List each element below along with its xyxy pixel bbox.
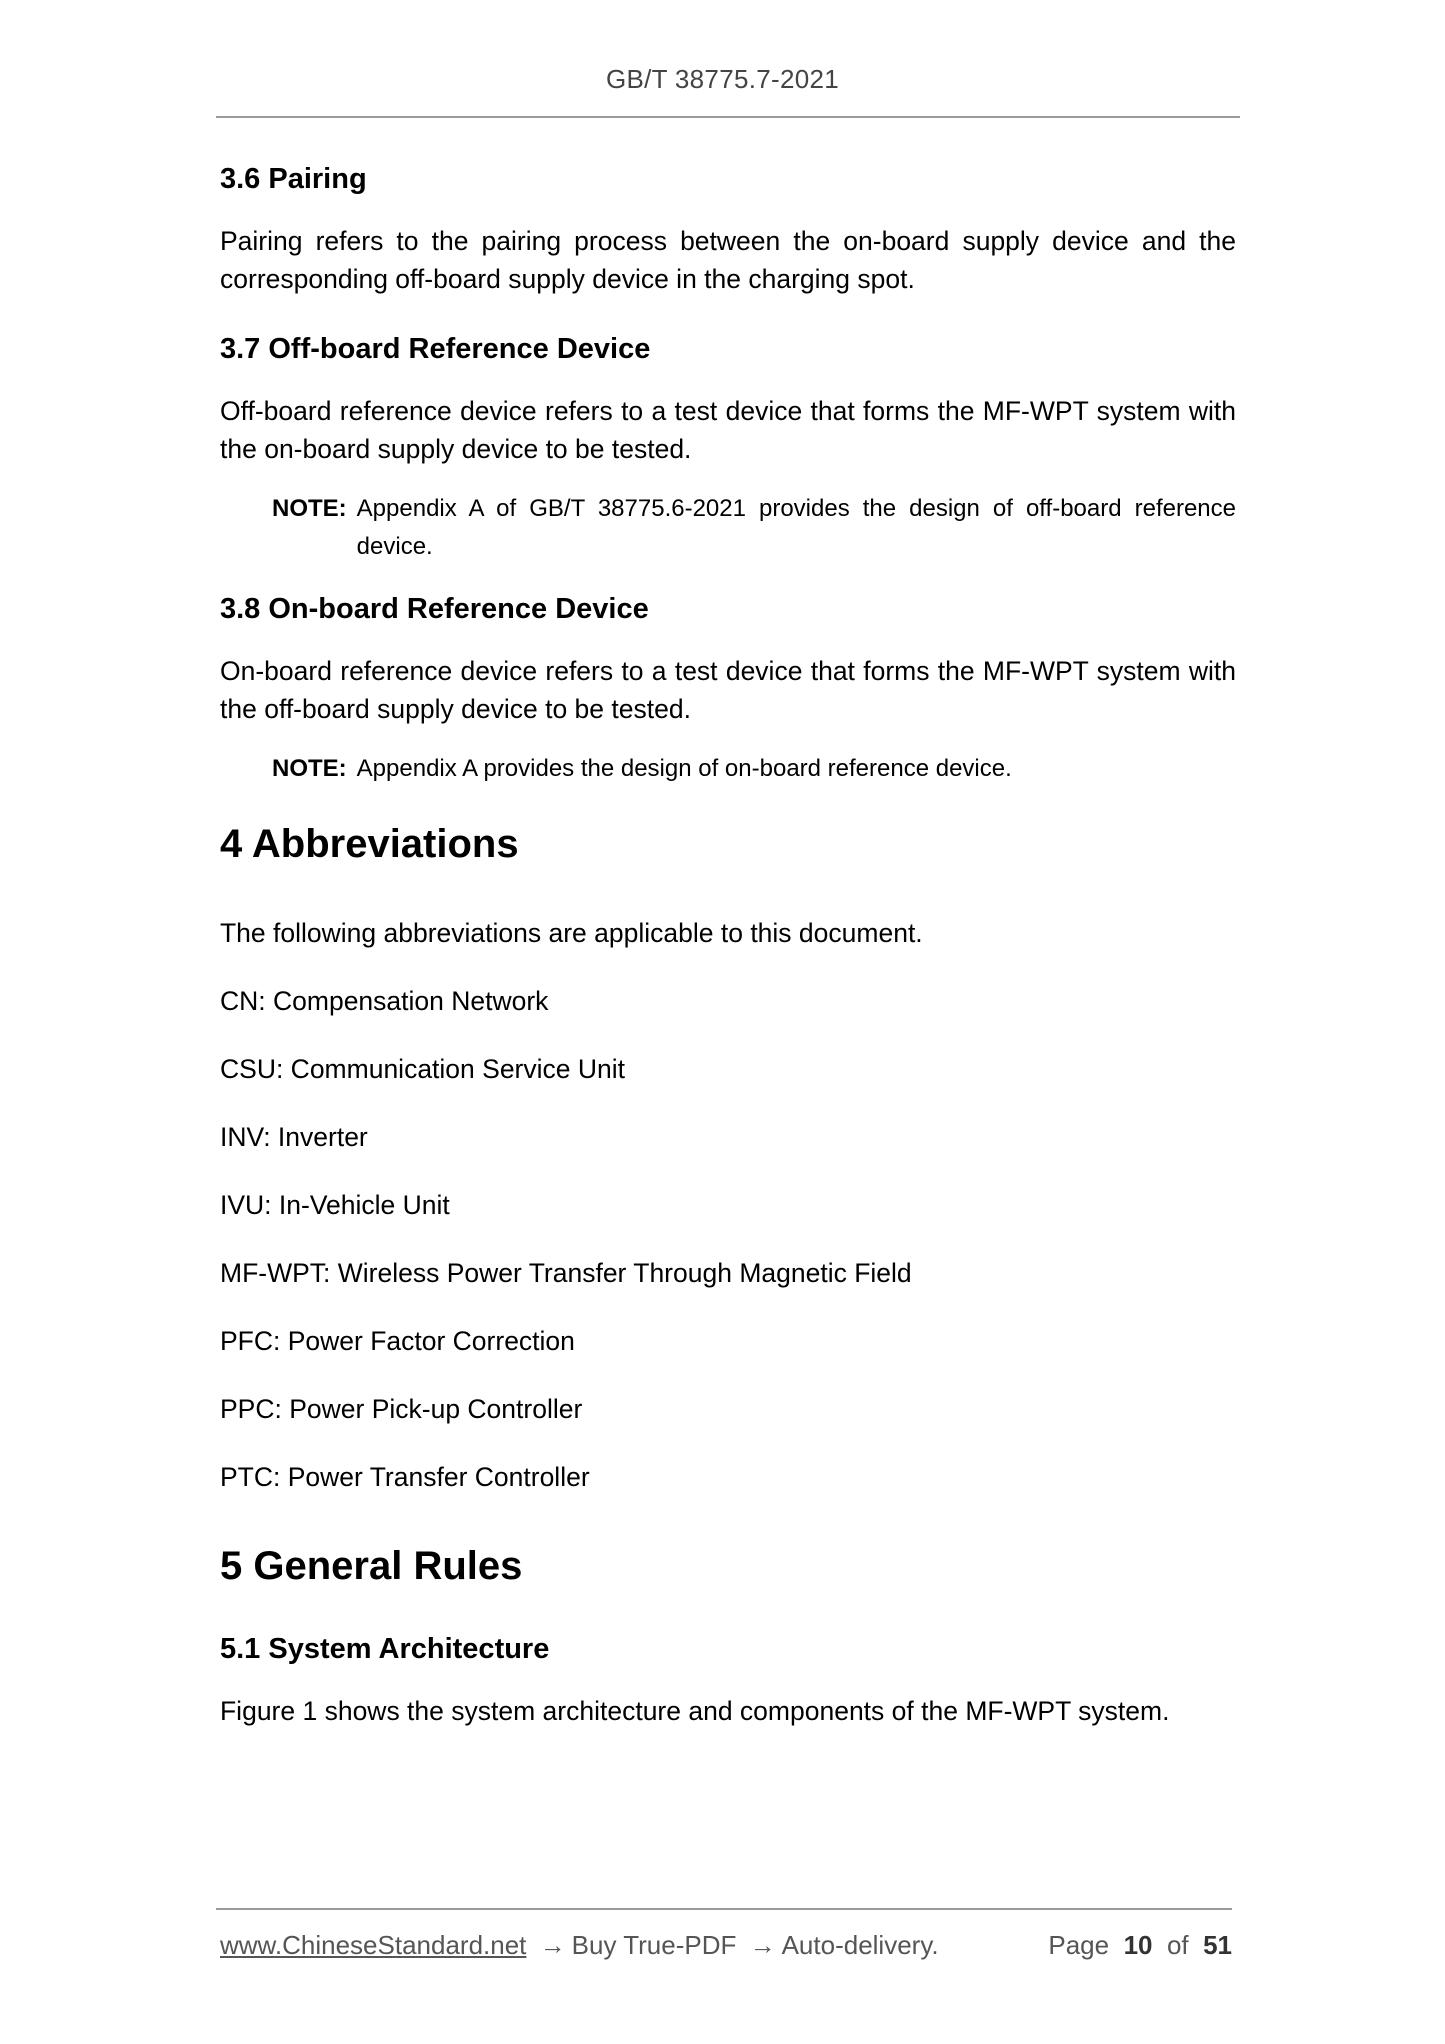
- total-pages-number: 51: [1203, 1930, 1232, 1960]
- abbreviation-item: CSU: Communication Service Unit: [220, 1054, 625, 1084]
- section-body-5-1: Figure 1 shows the system architecture and components of the MF-WPT system.: [220, 1696, 1170, 1726]
- buy-true-pdf-text: Buy True-PDF: [571, 1930, 737, 1960]
- abbreviation-item: CN: Compensation Network: [220, 986, 549, 1016]
- section-heading-3-6: 3.6 Pairing: [220, 163, 367, 195]
- note-3-7: [272, 490, 1236, 566]
- website-link[interactable]: www.ChineseStandard.net: [220, 1930, 527, 1960]
- section-body-3-6: Pairing refers to the pairing process between the on-board supply device and the corresponding off-board supply device in the charging spot.: [220, 226, 1236, 294]
- section-heading-3-7: 3.7 Off-board Reference Device: [220, 333, 651, 365]
- section-body-3-7: Off-board reference device refers to a test device that forms the MF-WPT system with the on-board supply device to be tested.: [220, 396, 1236, 464]
- current-page-number: 10: [1123, 1930, 1153, 1960]
- note-label: NOTE:: [272, 755, 347, 782]
- abbreviation-item: MF-WPT: Wireless Power Transfer Through Magnetic Field: [220, 1258, 912, 1288]
- note-3-8: [272, 750, 1236, 788]
- abbreviations-intro: The following abbreviations are applicable to this document.: [220, 918, 923, 948]
- note-text: Appendix A of GB/T 38775.6-2021 provides the design of off-board reference device.: [356, 495, 1236, 560]
- section-heading-3-8: 3.8 On-board Reference Device: [220, 593, 649, 625]
- section-heading-5-1: 5.1 System Architecture: [220, 1633, 550, 1665]
- page-footer: [220, 1930, 1232, 1961]
- page-indicator: [1048, 1930, 1232, 1961]
- chapter-heading-5: 5 General Rules: [220, 1544, 523, 1588]
- abbreviation-item: PPC: Power Pick-up Controller: [220, 1394, 583, 1424]
- abbreviation-item: INV: Inverter: [220, 1122, 368, 1152]
- note-label: NOTE:: [272, 495, 347, 522]
- of-word: of: [1166, 1930, 1189, 1960]
- header-divider: [216, 116, 1240, 118]
- document-body: [220, 158, 1236, 1730]
- chapter-heading-4: 4 Abbreviations: [220, 822, 519, 866]
- footer-left: [220, 1930, 939, 1961]
- section-body-3-8: On-board reference device refers to a test device that forms the MF-WPT system with the off-board supply device to be tested.: [220, 656, 1236, 724]
- auto-delivery-text: Auto-delivery.: [781, 1930, 939, 1960]
- abbreviation-item: IVU: In-Vehicle Unit: [220, 1190, 450, 1220]
- page-header: GB/T 38775.7-2021: [605, 64, 839, 94]
- note-text: Appendix A provides the design of on-board reference device.: [356, 755, 1012, 782]
- arrow-right-icon: →: [539, 1930, 566, 1960]
- page-word: Page: [1048, 1930, 1110, 1960]
- abbreviation-item: PFC: Power Factor Correction: [220, 1326, 575, 1356]
- footer-divider: [216, 1908, 1232, 1910]
- arrow-right-icon: →: [749, 1930, 776, 1960]
- abbreviation-item: PTC: Power Transfer Controller: [220, 1462, 590, 1492]
